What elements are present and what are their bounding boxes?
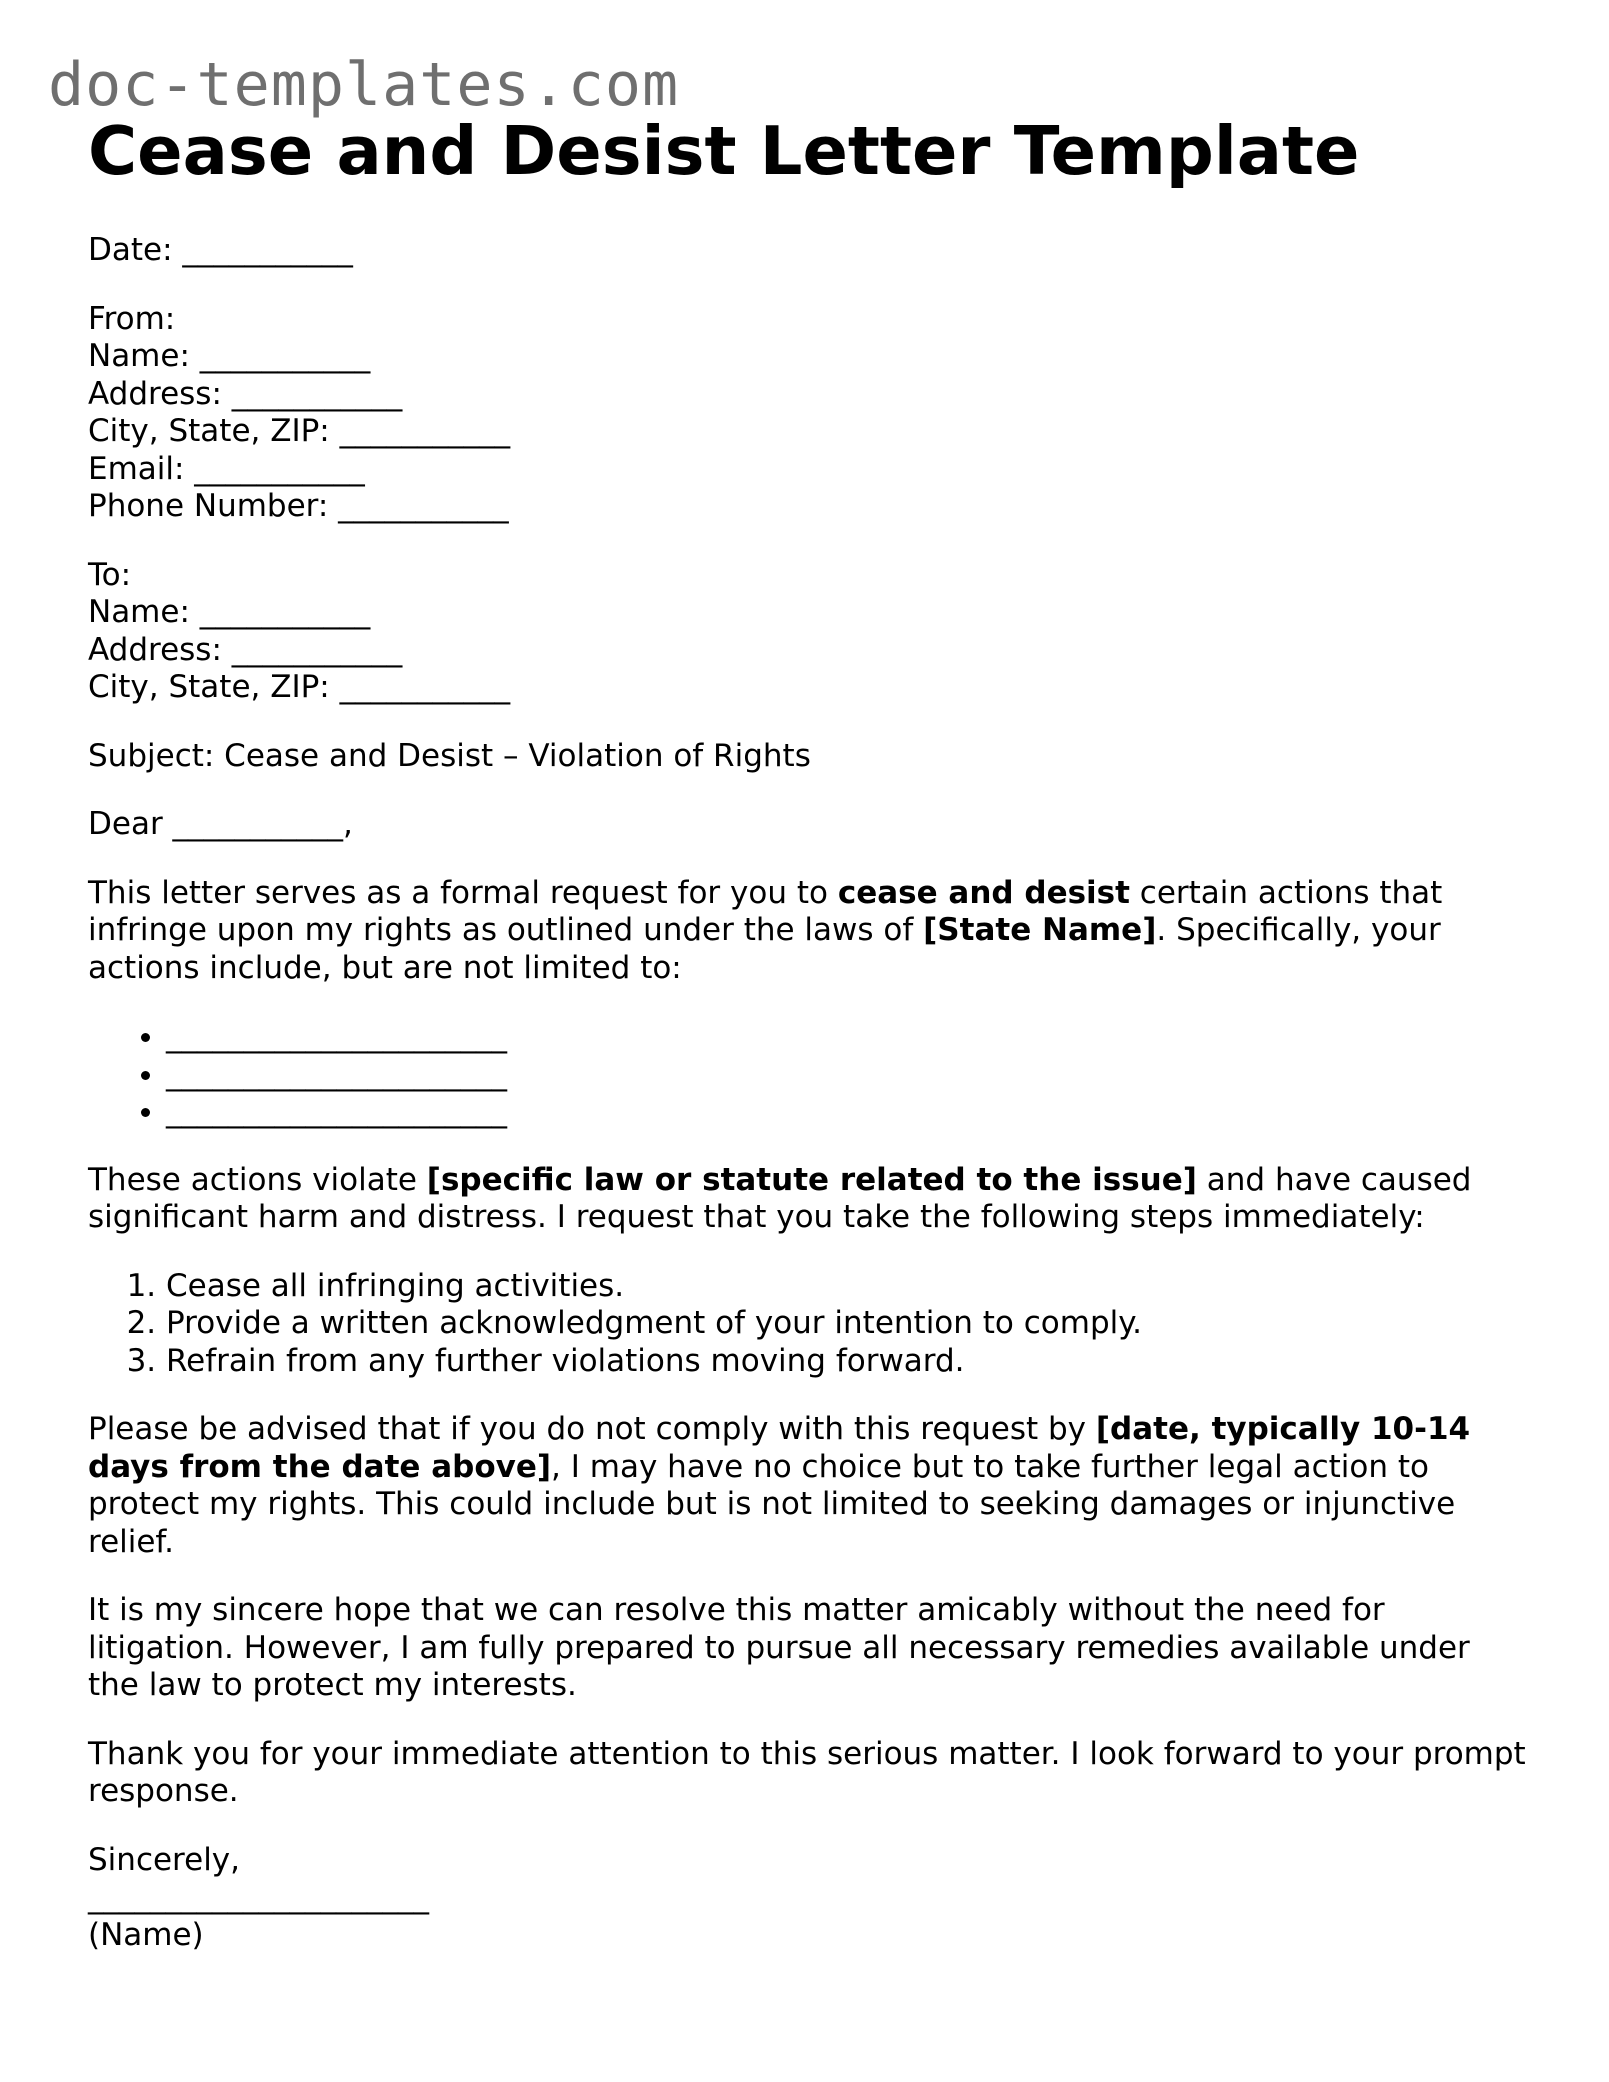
sender-email-field: Email: ___________ xyxy=(88,450,365,487)
list-item: • ______________________ xyxy=(166,1056,1528,1094)
violation-bold-law: [specific law or statute related to the issue] xyxy=(426,1161,1197,1198)
salutation: Dear ___________, xyxy=(88,806,353,842)
sender-city-state-zip-field: City, State, ZIP: ___________ xyxy=(88,413,511,449)
recipient-block xyxy=(88,557,1528,707)
actions-blank-list xyxy=(88,1018,1528,1131)
sender-name-field: Name: ___________ xyxy=(88,338,371,374)
list-item: 3. Refrain from any further violations moving forward. xyxy=(166,1343,1528,1381)
signature-name: (Name) xyxy=(88,1916,204,1953)
sender-heading: From: xyxy=(88,300,176,337)
recipient-city-state-zip-field: City, State, ZIP: ___________ xyxy=(88,669,511,705)
thanks-paragraph: Thank you for your immediate attention to this serious matter. I look forward to your prompt response. xyxy=(88,1735,1526,1809)
deadline-bold-date: [date, typically 10-14 days from the date above] xyxy=(88,1411,1471,1485)
intro-text-1: This letter serves as a formal request for you to xyxy=(88,874,838,911)
document-title: Cease and Desist Letter Template xyxy=(88,112,1360,190)
deadline-text-1: Please be advised that if you do not comply with this request by xyxy=(88,1411,1096,1447)
resolution-paragraph: It is my sincere hope that we can resolve this matter amicably without the need for litigation. However, I am fully prepared to pursue all necessary remedies available under the law to protect my interests. xyxy=(88,1592,1470,1703)
list-item: 2. Provide a written acknowledgment of your intention to comply. xyxy=(166,1305,1528,1343)
violation-text-1: These actions violate xyxy=(88,1161,427,1198)
closing: Sincerely, xyxy=(88,1841,241,1878)
violation-paragraph xyxy=(88,1162,1528,1237)
recipient-address-field: Address: ___________ xyxy=(88,631,403,668)
recipient-heading: To: xyxy=(88,556,132,593)
intro-text-3: . Specifically, your actions include, but are not limited to: xyxy=(88,912,1441,986)
sender-phone-field: Phone Number: ___________ xyxy=(88,488,509,524)
intro-bold-cease-desist: cease and desist xyxy=(837,874,1130,911)
subject-line: Subject: Cease and Desist – Violation of Rights xyxy=(88,737,811,774)
intro-paragraph xyxy=(88,875,1528,988)
signature-line: ______________________ xyxy=(88,1879,429,1915)
list-item: 1. Cease all infringing activities. xyxy=(166,1268,1528,1306)
sender-block xyxy=(88,301,1528,526)
steps-list xyxy=(88,1268,1528,1381)
violation-text-2: and have caused significant harm and distress. I request that you take the following steps immediately: xyxy=(88,1161,1472,1235)
watermark-text: doc-templates.com xyxy=(48,50,680,120)
list-item: • ______________________ xyxy=(166,1093,1528,1131)
intro-bold-state-name: [State Name] xyxy=(923,912,1157,948)
recipient-name-field: Name: ___________ xyxy=(88,594,371,630)
list-item: • ______________________ xyxy=(166,1018,1528,1056)
sender-address-field: Address: ___________ xyxy=(88,375,403,412)
deadline-paragraph xyxy=(88,1411,1528,1561)
letter-document xyxy=(88,110,1528,1985)
deadline-text-2: , I may have no choice but to take further legal action to protect my rights. This could include but is not limited to seeking damages or injunctive relief. xyxy=(88,1448,1456,1560)
intro-text-2: certain actions that infringe upon my rights as outlined under the laws of xyxy=(88,874,1443,948)
date-field: Date: ___________ xyxy=(88,232,353,268)
date-line xyxy=(88,232,1528,270)
signature-block xyxy=(88,1842,1528,1955)
